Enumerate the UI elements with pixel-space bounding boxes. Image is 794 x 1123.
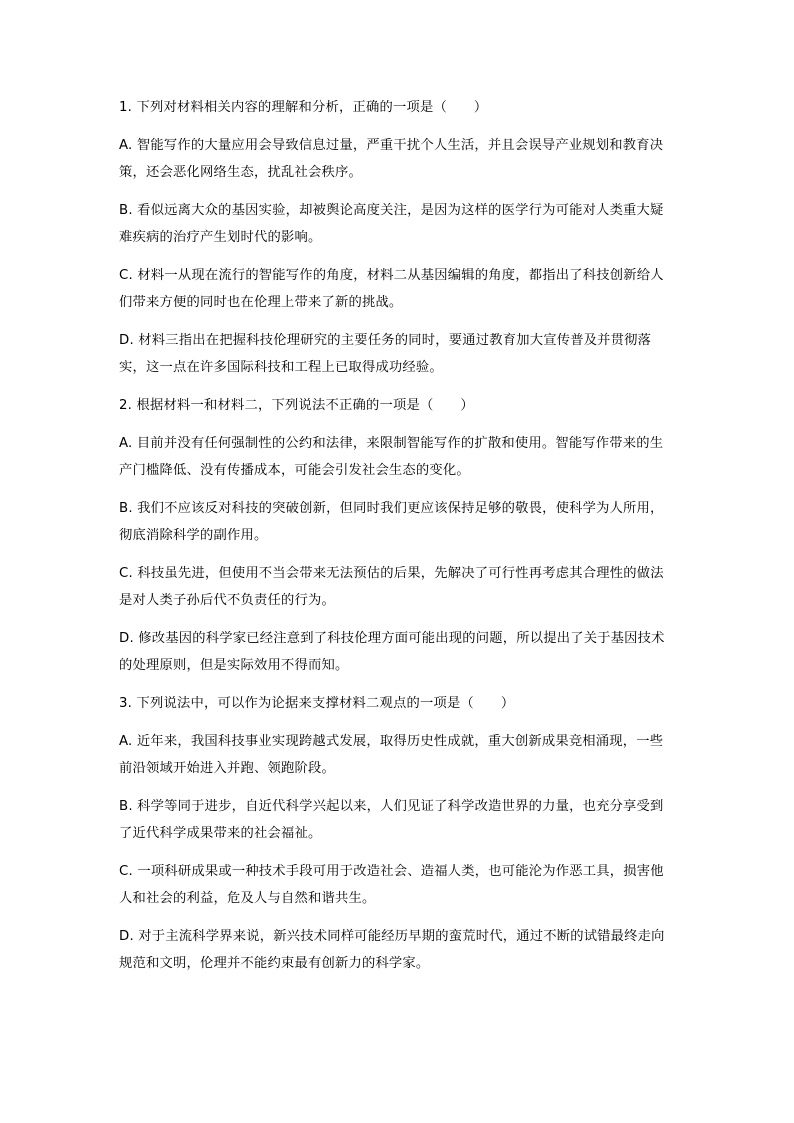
question-list xyxy=(119,94,675,988)
option-a: A. 近年来，我国科技事业实现跨越式发展，取得历史性成就，重大创新成果竞相涌现，一些前沿领域开始进入并跑、领跑阶段。 xyxy=(119,734,664,776)
option-d: D. 材料三指出在把握科技伦理研究的主要任务的同时，要通过教育加大宣传普及并贯彻落实，这一点在许多国际科技和工程上已取得成功经验。 xyxy=(119,333,652,375)
option-b: B. 科学等同于进步，自近代科学兴起以来，人们见证了科学改造世界的力量，也充分享受到了近代科学成果带来的社会福祉。 xyxy=(119,799,664,841)
question-1 xyxy=(119,94,675,381)
option-a: A. 目前并没有任何强制性的公约和法律，来限制智能写作的扩散和使用。智能写作带来的生产门槛降低、没有传播成本，可能会引发社会生态的变化。 xyxy=(119,436,664,478)
question-stem: 2. 根据材料一和材料二，下列说法不正确的一项是（ ） xyxy=(119,398,474,413)
question-stem: 1. 下列对材料相关内容的理解和分析，正确的一项是（ ） xyxy=(119,100,488,115)
option-b: B. 我们不应该反对科技的突破创新，但同时我们更应该保持足够的敬畏，使科学为人所用，彻底消除科学的副作用。 xyxy=(119,501,664,543)
question-stem: 3. 下列说法中，可以作为论据来支撑材料二观点的一项是（ ） xyxy=(119,696,515,711)
option-b: B. 看似远离大众的基因实验，却被舆论高度关注，是因为这样的医学行为可能对人类重大疑难疾病的治疗产生划时代的影响。 xyxy=(119,203,664,245)
question-2 xyxy=(119,392,675,679)
option-c: C. 材料一从现在流行的智能写作的角度，材料二从基因编辑的角度，都指出了科技创新给人们带来方便的同时也在伦理上带来了新的挑战。 xyxy=(119,268,664,310)
option-d: D. 对于主流科学界来说，新兴技术同样可能经历早期的蛮荒时代，通过不断的试错最终走向规范和文明，伦理并不能约束最有创新力的科学家。 xyxy=(119,929,665,971)
question-3 xyxy=(119,690,675,977)
option-d: D. 修改基因的科学家已经注意到了科技伦理方面可能出现的问题，所以提出了关于基因技术的处理原则，但是实际效用不得而知。 xyxy=(119,631,665,673)
option-a: A. 智能写作的大量应用会导致信息过量，严重干扰个人生活，并且会误导产业规划和教育决策，还会恶化网络生态，扰乱社会秩序。 xyxy=(119,138,664,180)
option-c: C. 一项科研成果或一种技术手段可用于改造社会、造福人类，也可能沦为作恶工具，损害他人和社会的利益，危及人与自然和谐共生。 xyxy=(119,864,664,906)
option-c: C. 科技虽先进，但使用不当会带来无法预估的后果，先解决了可行性再考虑其合理性的做法是对人类子孙后代不负责任的行为。 xyxy=(119,566,664,608)
